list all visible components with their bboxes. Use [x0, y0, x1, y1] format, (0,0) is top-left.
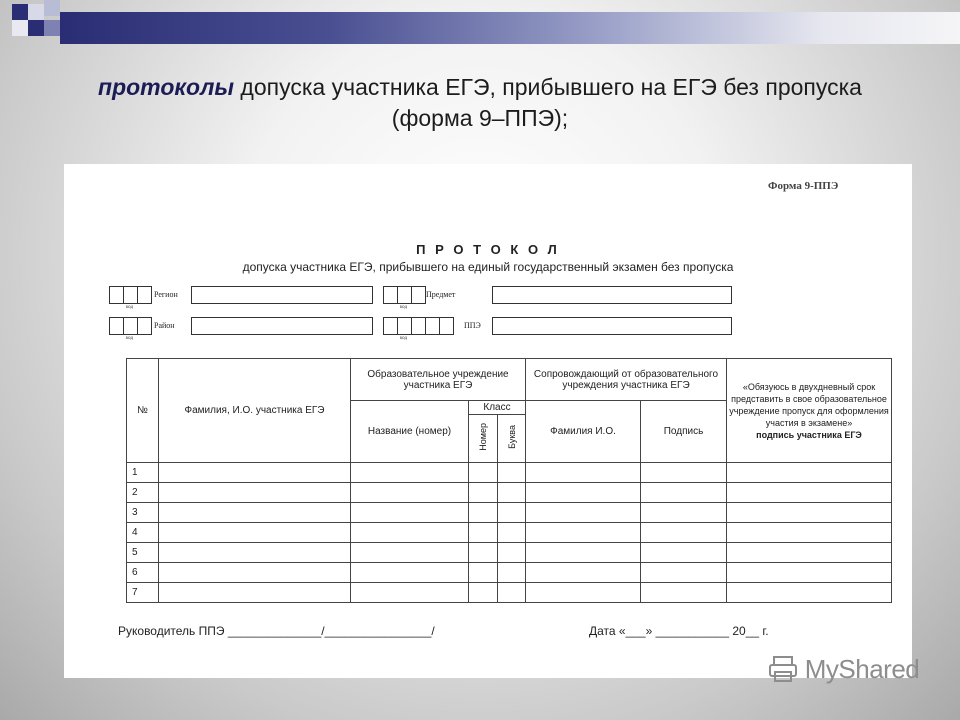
decor-square	[12, 4, 28, 20]
col-header-pledge	[727, 359, 892, 463]
slide-title-text: допуска участника ЕГЭ, прибывшего на ЕГЭ без пропуска (форма 9–ППЭ);	[234, 74, 862, 131]
subject-label: Предмет	[426, 290, 456, 299]
protocol-subtitle: допуска участника ЕГЭ, прибывшего на единый государственный экзамен без пропуска	[242, 260, 734, 274]
region-code-caption: код	[126, 305, 134, 310]
form-number: Форма 9-ППЭ	[768, 180, 839, 192]
decor-square	[28, 20, 44, 36]
subject-field	[492, 286, 732, 304]
col-header-number: №	[127, 359, 159, 463]
protocol-form-image	[64, 164, 912, 678]
decor-square	[44, 20, 60, 36]
slide-title	[60, 72, 900, 134]
col-header-participant-name: Фамилия, И.О. участника ЕГЭ	[159, 359, 351, 463]
table-row	[127, 463, 892, 483]
col-header-edu-name: Название (номер)	[351, 401, 469, 463]
col-header-escort: Сопровождающий от образовательного учреждения участника ЕГЭ	[526, 359, 727, 401]
ppe-code-boxes	[384, 317, 454, 335]
table-row	[127, 563, 892, 583]
district-code-caption: код	[126, 336, 134, 341]
ppe-field	[492, 317, 732, 335]
district-code-boxes	[110, 317, 152, 335]
district-label: Район	[154, 321, 175, 330]
col-header-class: Класс	[469, 401, 526, 415]
row-number: 1	[127, 463, 159, 483]
region-field	[191, 286, 373, 304]
watermark-text: MyShared	[804, 654, 920, 684]
table-row	[127, 543, 892, 563]
class-letter-label: Буква	[506, 425, 517, 449]
col-header-class-number	[469, 415, 498, 463]
class-number-label: Номер	[478, 423, 488, 451]
row-number: 2	[127, 483, 159, 503]
subject-code-boxes	[384, 286, 426, 304]
footer-head-signature: Руководитель ППЭ ______________/________________/	[118, 624, 435, 638]
protocol-title: П Р О Т О К О Л	[416, 242, 560, 257]
slide-title-emphasis: протоколы	[98, 74, 235, 100]
pledge-signature-label: подпись участника ЕГЭ	[756, 429, 862, 440]
district-field	[191, 317, 373, 335]
decor-square	[44, 0, 60, 16]
printer-icon	[768, 656, 798, 682]
participants-table	[126, 358, 892, 603]
row-number: 4	[127, 523, 159, 543]
row-number: 7	[127, 583, 159, 603]
slide-header-decoration	[0, 0, 960, 44]
pledge-text: «Обязуюсь в двухдневный срок представить в свое образовательное учреждение пропуск для оформления участия в экзамене»	[729, 381, 889, 428]
region-code-boxes	[110, 286, 152, 304]
row-number: 6	[127, 563, 159, 583]
region-label: Регион	[154, 290, 178, 299]
ppe-label: ППЭ	[464, 321, 481, 330]
subject-code-caption: код	[400, 305, 408, 310]
header-gradient-stripe	[60, 12, 960, 44]
col-header-escort-sign: Подпись	[641, 401, 727, 463]
table-row	[127, 583, 892, 603]
table-row	[127, 523, 892, 543]
footer-date: Дата «___» ___________ 20__ г.	[589, 624, 769, 638]
table-row	[127, 503, 892, 523]
decor-square	[28, 4, 44, 20]
decor-square	[12, 20, 28, 36]
ppe-code-caption: код	[400, 336, 408, 341]
col-header-edu-institution: Образовательное учреждение участника ЕГЭ	[351, 359, 526, 401]
col-header-escort-name: Фамилия И.О.	[526, 401, 641, 463]
table-row	[127, 483, 892, 503]
col-header-class-letter	[498, 415, 526, 463]
row-number: 5	[127, 543, 159, 563]
watermark-logo	[768, 654, 919, 685]
row-number: 3	[127, 503, 159, 523]
